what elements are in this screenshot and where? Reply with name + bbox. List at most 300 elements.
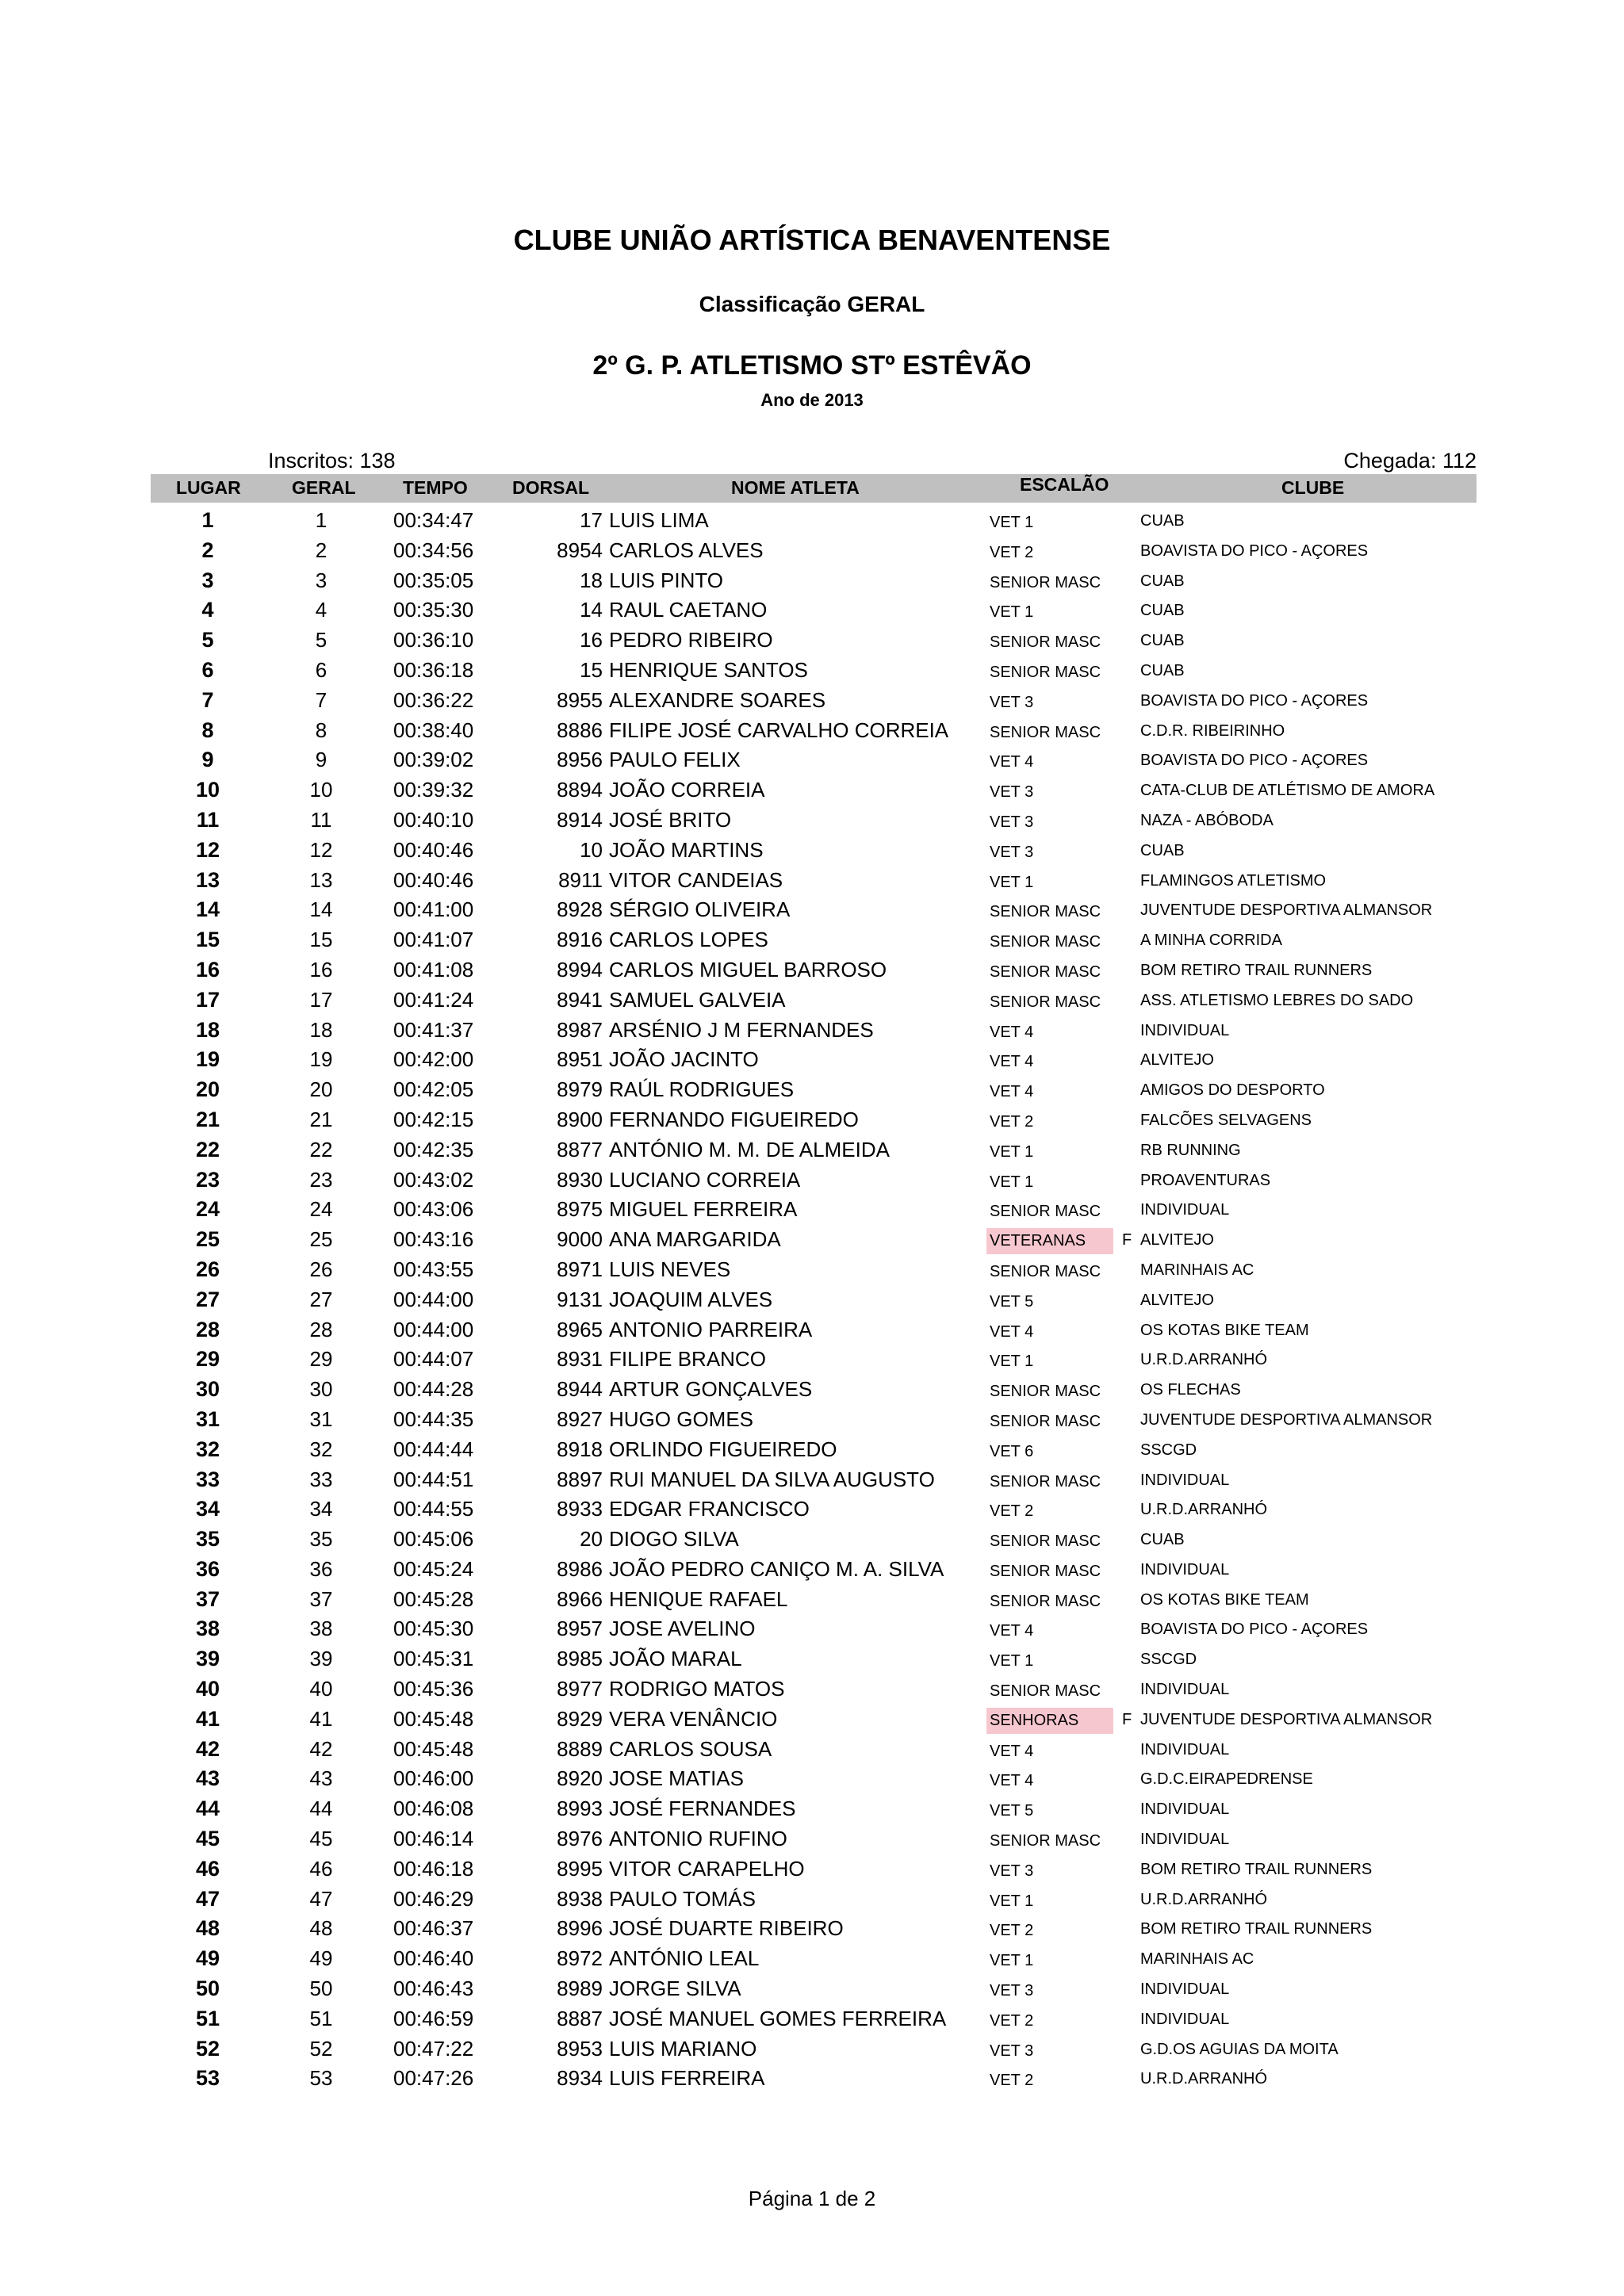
cell-lugar: 18 <box>195 1017 220 1042</box>
cell-nome: ANTONIO PARREIRA <box>609 1317 813 1341</box>
cell-lugar: 4 <box>201 598 214 622</box>
cell-clube: SSCGD <box>1140 1651 1197 1669</box>
cell-geral: 47 <box>309 1886 333 1911</box>
cell-dorsal: 17 <box>580 508 603 532</box>
cell-escalao: VET 1 <box>990 1892 1034 1910</box>
cell-lugar: 53 <box>195 2066 220 2091</box>
table-row <box>0 1434 1624 1464</box>
table-row <box>0 835 1624 865</box>
cell-dorsal: 8995 <box>557 1856 603 1881</box>
cell-clube: INDIVIDUAL <box>1140 1471 1230 1489</box>
cell-clube: OS FLECHAS <box>1140 1381 1241 1399</box>
table-row <box>0 1165 1624 1195</box>
cell-escalao: SENIOR MASC <box>990 633 1101 652</box>
cell-dorsal: 8993 <box>557 1797 603 1821</box>
cell-geral: 23 <box>309 1167 333 1192</box>
cell-clube: U.R.D.ARRANHÓ <box>1140 1501 1268 1519</box>
cell-dorsal: 8894 <box>557 778 603 802</box>
cell-clube: ALVITEJO <box>1140 1231 1214 1249</box>
chegada-count: Chegada: 112 <box>1343 449 1477 473</box>
cell-clube: CUAB <box>1140 572 1185 590</box>
cell-lugar: 8 <box>201 718 214 742</box>
cell-nome: HUGO GOMES <box>609 1406 754 1431</box>
cell-dorsal: 8929 <box>557 1706 603 1731</box>
cell-lugar: 23 <box>195 1167 220 1192</box>
cell-geral: 33 <box>309 1467 333 1491</box>
cell-escalao: VET 6 <box>990 1442 1034 1460</box>
cell-lugar: 14 <box>195 897 220 922</box>
cell-geral: 14 <box>309 897 333 922</box>
cell-nome: LUIS FERREIRA <box>609 2066 765 2091</box>
cell-clube: CUAB <box>1140 1531 1185 1549</box>
cell-lugar: 27 <box>195 1287 220 1311</box>
cell-lugar: 13 <box>195 867 220 892</box>
cell-escalao: VET 2 <box>990 1502 1034 1521</box>
table-row <box>0 1913 1624 1943</box>
cell-tempo: 00:45:24 <box>393 1556 474 1581</box>
cell-dorsal: 8920 <box>557 1766 603 1791</box>
cell-geral: 20 <box>309 1077 333 1102</box>
header-nome: NOME ATLETA <box>731 477 860 498</box>
cell-escalao: VET 2 <box>990 1922 1034 1940</box>
cell-clube: CUAB <box>1140 512 1185 530</box>
table-row <box>0 1854 1624 1884</box>
cell-tempo: 00:43:06 <box>393 1197 474 1222</box>
cell-tempo: 00:43:16 <box>393 1227 474 1252</box>
cell-clube: INDIVIDUAL <box>1140 2010 1230 2028</box>
header-dorsal: DORSAL <box>512 477 590 498</box>
cell-nome: HENRIQUE SANTOS <box>609 657 808 682</box>
cell-dorsal: 8979 <box>557 1077 603 1102</box>
cell-tempo: 00:39:02 <box>393 748 474 772</box>
cell-nome: RAÚL RODRIGUES <box>609 1077 795 1102</box>
cell-escalao: VET 3 <box>990 843 1034 861</box>
cell-tempo: 00:45:06 <box>393 1527 474 1552</box>
cell-clube: U.R.D.ARRANHÓ <box>1140 1890 1268 1908</box>
cell-lugar: 3 <box>201 568 214 592</box>
cell-dorsal: 9000 <box>557 1227 603 1252</box>
table-row <box>0 924 1624 955</box>
cell-escalao: VET 2 <box>990 1112 1034 1131</box>
cell-clube: CATA-CLUB DE ATLÉTISMO DE AMORA <box>1140 782 1435 800</box>
header-lugar: LUGAR <box>176 477 241 498</box>
cell-geral: 53 <box>309 2066 333 2091</box>
cell-clube: INDIVIDUAL <box>1140 1681 1230 1699</box>
cell-dorsal: 8897 <box>557 1467 603 1491</box>
cell-dorsal: 8930 <box>557 1167 603 1192</box>
cell-geral: 3 <box>315 568 327 592</box>
cell-lugar: 33 <box>195 1467 220 1491</box>
cell-tempo: 00:46:59 <box>393 2006 474 2030</box>
cell-geral: 40 <box>309 1677 333 1701</box>
cell-escalao: VET 2 <box>990 2011 1034 2030</box>
cell-nome: LUIS PINTO <box>609 568 724 592</box>
cell-dorsal: 8965 <box>557 1317 603 1341</box>
cell-escalao: VET 3 <box>990 813 1034 831</box>
header-tempo: TEMPO <box>403 477 468 498</box>
cell-clube: SSCGD <box>1140 1441 1197 1459</box>
cell-escalao: SENIOR MASC <box>990 1533 1101 1551</box>
cell-tempo: 00:41:37 <box>393 1017 474 1042</box>
cell-dorsal: 8928 <box>557 897 603 922</box>
cell-escalao: SENIOR MASC <box>990 1203 1101 1221</box>
cell-clube: INDIVIDUAL <box>1140 1560 1230 1578</box>
cell-lugar: 9 <box>201 748 214 772</box>
cell-geral: 48 <box>309 1916 333 1941</box>
table-row <box>0 894 1624 924</box>
cell-dorsal: 8986 <box>557 1556 603 1581</box>
cell-clube: AMIGOS DO DESPORTO <box>1140 1081 1325 1100</box>
cell-escalao: VET 4 <box>990 1083 1034 1101</box>
cell-nome: LUIS LIMA <box>609 508 709 532</box>
cell-clube: BOM RETIRO TRAIL RUNNERS <box>1140 961 1373 979</box>
cell-geral: 36 <box>309 1556 333 1581</box>
cell-geral: 35 <box>309 1527 333 1552</box>
cell-tempo: 00:34:56 <box>393 538 474 562</box>
cell-lugar: 20 <box>195 1077 220 1102</box>
cell-dorsal: 9131 <box>557 1287 603 1311</box>
header-escalao: ESCALÃO <box>1020 474 1109 495</box>
cell-escalao: SENIOR MASC <box>990 573 1101 591</box>
cell-nome: RODRIGO MATOS <box>609 1677 785 1701</box>
table-row <box>0 1823 1624 1854</box>
cell-escalao: VET 4 <box>990 1622 1034 1640</box>
cell-escalao: SENIOR MASC <box>990 723 1101 741</box>
cell-lugar: 5 <box>201 628 214 652</box>
cell-lugar: 45 <box>195 1827 220 1851</box>
cell-tempo: 00:47:22 <box>393 2036 474 2061</box>
cell-geral: 1 <box>315 508 327 532</box>
cell-clube: JUVENTUDE DESPORTIVA ALMANSOR <box>1140 901 1433 920</box>
cell-nome: JOÃO CORREIA <box>609 778 765 802</box>
cell-escalao: VET 5 <box>990 1292 1034 1311</box>
cell-escalao: SENIOR MASC <box>990 1383 1101 1401</box>
cell-lugar: 36 <box>195 1556 220 1581</box>
cell-geral: 6 <box>315 657 327 682</box>
cell-tempo: 00:42:15 <box>393 1107 474 1131</box>
cell-escalao: VET 1 <box>990 1353 1034 1371</box>
cell-escalao: VET 1 <box>990 1952 1034 1970</box>
table-row <box>0 744 1624 775</box>
cell-dorsal: 8966 <box>557 1586 603 1611</box>
cell-dorsal: 8985 <box>557 1647 603 1671</box>
cell-clube: U.R.D.ARRANHÓ <box>1140 2070 1268 2088</box>
cell-nome: VITOR CANDEIAS <box>609 867 783 892</box>
cell-nome: CARLOS ALVES <box>609 538 764 562</box>
cell-geral: 2 <box>315 538 327 562</box>
cell-geral: 21 <box>309 1107 333 1131</box>
cell-dorsal: 8953 <box>557 2036 603 2061</box>
cell-nome: JORGE SILVA <box>609 1976 741 2001</box>
cell-nome: PEDRO RIBEIRO <box>609 628 773 652</box>
cell-escalao: VET 2 <box>990 2072 1034 2090</box>
cell-escalao: SENIOR MASC <box>990 1592 1101 1610</box>
cell-nome: PAULO TOMÁS <box>609 1886 756 1911</box>
cell-escalao: VET 1 <box>990 603 1034 622</box>
cell-nome: RAUL CAETANO <box>609 598 768 622</box>
cell-geral: 30 <box>309 1377 333 1402</box>
cell-dorsal: 8916 <box>557 928 603 952</box>
cell-escalao: SENIOR MASC <box>990 1262 1101 1280</box>
cell-clube: INDIVIDUAL <box>1140 1980 1230 1999</box>
table-row <box>0 1613 1624 1644</box>
cell-geral: 28 <box>309 1317 333 1341</box>
cell-tempo: 00:41:08 <box>393 957 474 982</box>
club-title: CLUBE UNIÃO ARTÍSTICA BENAVENTENSE <box>513 224 1111 256</box>
cell-clube: FALCÕES SELVAGENS <box>1140 1111 1312 1129</box>
cell-escalao: SENIOR MASC <box>990 1562 1101 1580</box>
table-row <box>0 1793 1624 1823</box>
cell-nome: ORLINDO FIGUEIREDO <box>609 1437 837 1461</box>
cell-geral: 5 <box>315 628 327 652</box>
cell-geral: 10 <box>309 778 333 802</box>
cell-geral: 50 <box>309 1976 333 2001</box>
cell-geral: 31 <box>309 1406 333 1431</box>
cell-escalao: SENIOR MASC <box>990 1412 1101 1430</box>
table-row <box>0 1404 1624 1434</box>
cell-dorsal: 8996 <box>557 1916 603 1941</box>
cell-clube: INDIVIDUAL <box>1140 1831 1230 1849</box>
cell-geral: 42 <box>309 1736 333 1761</box>
cell-geral: 27 <box>309 1287 333 1311</box>
page-footer: Página 1 de 2 <box>748 2187 876 2210</box>
cell-dorsal: 8934 <box>557 2066 603 2091</box>
cell-nome: ARTUR GONÇALVES <box>609 1377 813 1402</box>
cell-escalao: VET 4 <box>990 1772 1034 1790</box>
cell-clube: FLAMINGOS ATLETISMO <box>1140 871 1327 890</box>
cell-dorsal: 8933 <box>557 1497 603 1521</box>
cell-tempo: 00:40:10 <box>393 807 474 832</box>
cell-clube: BOAVISTA DO PICO - AÇORES <box>1140 541 1369 560</box>
table-row <box>0 1584 1624 1614</box>
cell-dorsal: 8927 <box>557 1406 603 1431</box>
cell-geral: 39 <box>309 1647 333 1671</box>
cell-nome: ANA MARGARIDA <box>609 1227 781 1252</box>
cell-geral: 43 <box>309 1766 333 1791</box>
cell-lugar: 1 <box>201 508 214 532</box>
table-row <box>0 1704 1624 1734</box>
cell-nome: ARSÉNIO J M FERNANDES <box>609 1017 874 1042</box>
cell-dorsal: 15 <box>580 657 603 682</box>
cell-dorsal: 8877 <box>557 1137 603 1161</box>
cell-lugar: 51 <box>195 2006 220 2030</box>
cell-geral: 45 <box>309 1827 333 1851</box>
cell-nome: VITOR CARAPELHO <box>609 1856 805 1881</box>
cell-escalao: SENIOR MASC <box>990 933 1101 951</box>
table-row <box>0 1314 1624 1345</box>
cell-tempo: 00:45:31 <box>393 1647 474 1671</box>
cell-lugar: 26 <box>195 1257 220 1281</box>
table-row <box>0 1464 1624 1494</box>
header-geral: GERAL <box>292 477 356 498</box>
cell-geral: 8 <box>315 718 327 742</box>
cell-tempo: 00:45:28 <box>393 1586 474 1611</box>
table-row <box>0 775 1624 805</box>
cell-nome: FILIPE JOSÉ CARVALHO CORREIA <box>609 718 949 742</box>
cell-nome: CARLOS MIGUEL BARROSO <box>609 957 887 982</box>
cell-geral: 18 <box>309 1017 333 1042</box>
table-row <box>0 595 1624 625</box>
cell-nome: PAULO FELIX <box>609 748 741 772</box>
cell-geral: 24 <box>309 1197 333 1222</box>
cell-escalao: VET 2 <box>990 543 1034 561</box>
cell-dorsal: 8918 <box>557 1437 603 1461</box>
cell-nome: JOAQUIM ALVES <box>609 1287 773 1311</box>
cell-lugar: 40 <box>195 1677 220 1701</box>
cell-nome: JOSÉ MANUEL GOMES FERREIRA <box>609 2006 947 2030</box>
cell-clube: JUVENTUDE DESPORTIVA ALMANSOR <box>1140 1710 1433 1728</box>
cell-clube: G.D.C.EIRAPEDRENSE <box>1140 1770 1313 1789</box>
cell-dorsal: 8956 <box>557 748 603 772</box>
cell-lugar: 30 <box>195 1377 220 1402</box>
cell-clube: U.R.D.ARRANHÓ <box>1140 1351 1268 1369</box>
cell-escalao: VET 4 <box>990 1053 1034 1071</box>
cell-tempo: 00:45:48 <box>393 1736 474 1761</box>
cell-lugar: 46 <box>195 1856 220 1881</box>
table-row <box>0 1224 1624 1254</box>
table-row <box>0 655 1624 685</box>
cell-tempo: 00:34:47 <box>393 508 474 532</box>
cell-dorsal: 8971 <box>557 1257 603 1281</box>
cell-clube: MARINHAIS AC <box>1140 1950 1254 1969</box>
cell-nome: JOÃO MARAL <box>609 1647 742 1671</box>
table-row <box>0 715 1624 745</box>
table-row <box>0 1554 1624 1584</box>
cell-lugar: 2 <box>201 538 214 562</box>
table-row <box>0 1015 1624 1045</box>
cell-tempo: 00:42:05 <box>393 1077 474 1102</box>
cell-tempo: 00:35:30 <box>393 598 474 622</box>
cell-lugar: 43 <box>195 1766 220 1791</box>
cell-nome: DIOGO SILVA <box>609 1527 739 1552</box>
cell-geral: 22 <box>309 1137 333 1161</box>
cell-nome: HENIQUE RAFAEL <box>609 1586 788 1611</box>
cell-nome: ANTÓNIO LEAL <box>609 1946 760 1971</box>
cell-nome: JOSÉ FERNANDES <box>609 1797 796 1821</box>
cell-lugar: 15 <box>195 928 220 952</box>
cell-geral: 25 <box>309 1227 333 1252</box>
table-row <box>0 565 1624 595</box>
cell-tempo: 00:36:18 <box>393 657 474 682</box>
cell-tempo: 00:44:07 <box>393 1347 474 1372</box>
cell-lugar: 22 <box>195 1137 220 1161</box>
cell-dorsal: 20 <box>580 1527 603 1552</box>
event-year: Ano de 2013 <box>760 390 864 410</box>
cell-escalao: SENIOR MASC <box>990 993 1101 1011</box>
cell-geral: 26 <box>309 1257 333 1281</box>
table-row <box>0 865 1624 895</box>
table-row <box>0 1044 1624 1074</box>
cell-lugar: 31 <box>195 1406 220 1431</box>
cell-tempo: 00:43:02 <box>393 1167 474 1192</box>
cell-geral: 38 <box>309 1617 333 1641</box>
cell-tempo: 00:44:00 <box>393 1287 474 1311</box>
cell-lugar: 17 <box>195 987 220 1012</box>
cell-clube: BOM RETIRO TRAIL RUNNERS <box>1140 1920 1373 1938</box>
cell-tempo: 00:46:40 <box>393 1946 474 1971</box>
cell-tempo: 00:46:43 <box>393 1976 474 2001</box>
cell-tempo: 00:44:55 <box>393 1497 474 1521</box>
cell-dorsal: 8889 <box>557 1736 603 1761</box>
cell-lugar: 21 <box>195 1107 220 1131</box>
cell-dorsal: 8911 <box>558 867 603 892</box>
cell-lugar: 25 <box>195 1227 220 1252</box>
cell-geral: 13 <box>309 867 333 892</box>
table-header <box>151 474 1477 503</box>
cell-clube: ALVITEJO <box>1140 1291 1214 1309</box>
cell-tempo: 00:39:32 <box>393 778 474 802</box>
cell-nome: RUI MANUEL DA SILVA AUGUSTO <box>609 1467 935 1491</box>
cell-lugar: 41 <box>195 1706 220 1731</box>
cell-dorsal: 8951 <box>557 1047 603 1072</box>
cell-dorsal: 8954 <box>557 538 603 562</box>
cell-dorsal: 8989 <box>557 1976 603 2001</box>
cell-dorsal: 8987 <box>557 1017 603 1042</box>
cell-nome: LUIS MARIANO <box>609 2036 757 2061</box>
cell-tempo: 00:44:44 <box>393 1437 474 1461</box>
cell-clube: INDIVIDUAL <box>1140 1201 1230 1219</box>
cell-geral: 37 <box>309 1586 333 1611</box>
cell-clube: OS KOTAS BIKE TEAM <box>1140 1590 1309 1609</box>
cell-nome: LUCIANO CORREIA <box>609 1167 801 1192</box>
cell-tempo: 00:45:48 <box>393 1706 474 1731</box>
cell-tempo: 00:46:08 <box>393 1797 474 1821</box>
cell-clube: CUAB <box>1140 602 1185 620</box>
cell-nome: JOÃO PEDRO CANIÇO M. A. SILVA <box>609 1556 944 1581</box>
cell-clube: OS KOTAS BIKE TEAM <box>1140 1321 1309 1339</box>
cell-nome: EDGAR FRANCISCO <box>609 1497 810 1521</box>
cell-lugar: 19 <box>195 1047 220 1072</box>
cell-geral: 32 <box>309 1437 333 1461</box>
cell-escalao: VET 1 <box>990 873 1034 891</box>
table-row <box>0 1254 1624 1284</box>
table-row <box>0 2063 1624 2093</box>
cell-escalao: SENIOR MASC <box>990 663 1101 681</box>
cell-geral: 44 <box>309 1797 333 1821</box>
cell-geral: 9 <box>315 748 327 772</box>
cell-tempo: 00:41:07 <box>393 928 474 952</box>
table-row <box>0 1104 1624 1135</box>
cell-escalao: VET 3 <box>990 693 1034 711</box>
inscritos-count: Inscritos: 138 <box>268 449 396 473</box>
cell-tempo: 00:38:40 <box>393 718 474 742</box>
cell-clube: CUAB <box>1140 661 1185 679</box>
cell-dorsal: 8972 <box>557 1946 603 1971</box>
cell-dorsal: 8886 <box>557 718 603 742</box>
cell-dorsal: 8944 <box>557 1377 603 1402</box>
table-row <box>0 1674 1624 1704</box>
cell-tempo: 00:44:35 <box>393 1406 474 1431</box>
table-row <box>0 985 1624 1015</box>
cell-lugar: 34 <box>195 1497 220 1521</box>
cell-tempo: 00:42:00 <box>393 1047 474 1072</box>
cell-nome: ANTONIO RUFINO <box>609 1827 787 1851</box>
table-row <box>0 1943 1624 1973</box>
cell-tempo: 00:44:51 <box>393 1467 474 1491</box>
cell-lugar: 42 <box>195 1736 220 1761</box>
cell-geral: 41 <box>309 1706 333 1731</box>
cell-nome: FILIPE BRANCO <box>609 1347 766 1372</box>
cell-geral: 7 <box>315 687 327 712</box>
cell-clube: INDIVIDUAL <box>1140 1800 1230 1819</box>
cell-escalao: VET 3 <box>990 783 1034 802</box>
cell-clube: CUAB <box>1140 632 1185 650</box>
cell-geral: 11 <box>310 807 332 832</box>
cell-tempo: 00:44:28 <box>393 1377 474 1402</box>
table-row <box>0 1763 1624 1793</box>
cell-clube: NAZA - ABÓBODA <box>1140 811 1274 829</box>
cell-dorsal: 18 <box>580 568 603 592</box>
